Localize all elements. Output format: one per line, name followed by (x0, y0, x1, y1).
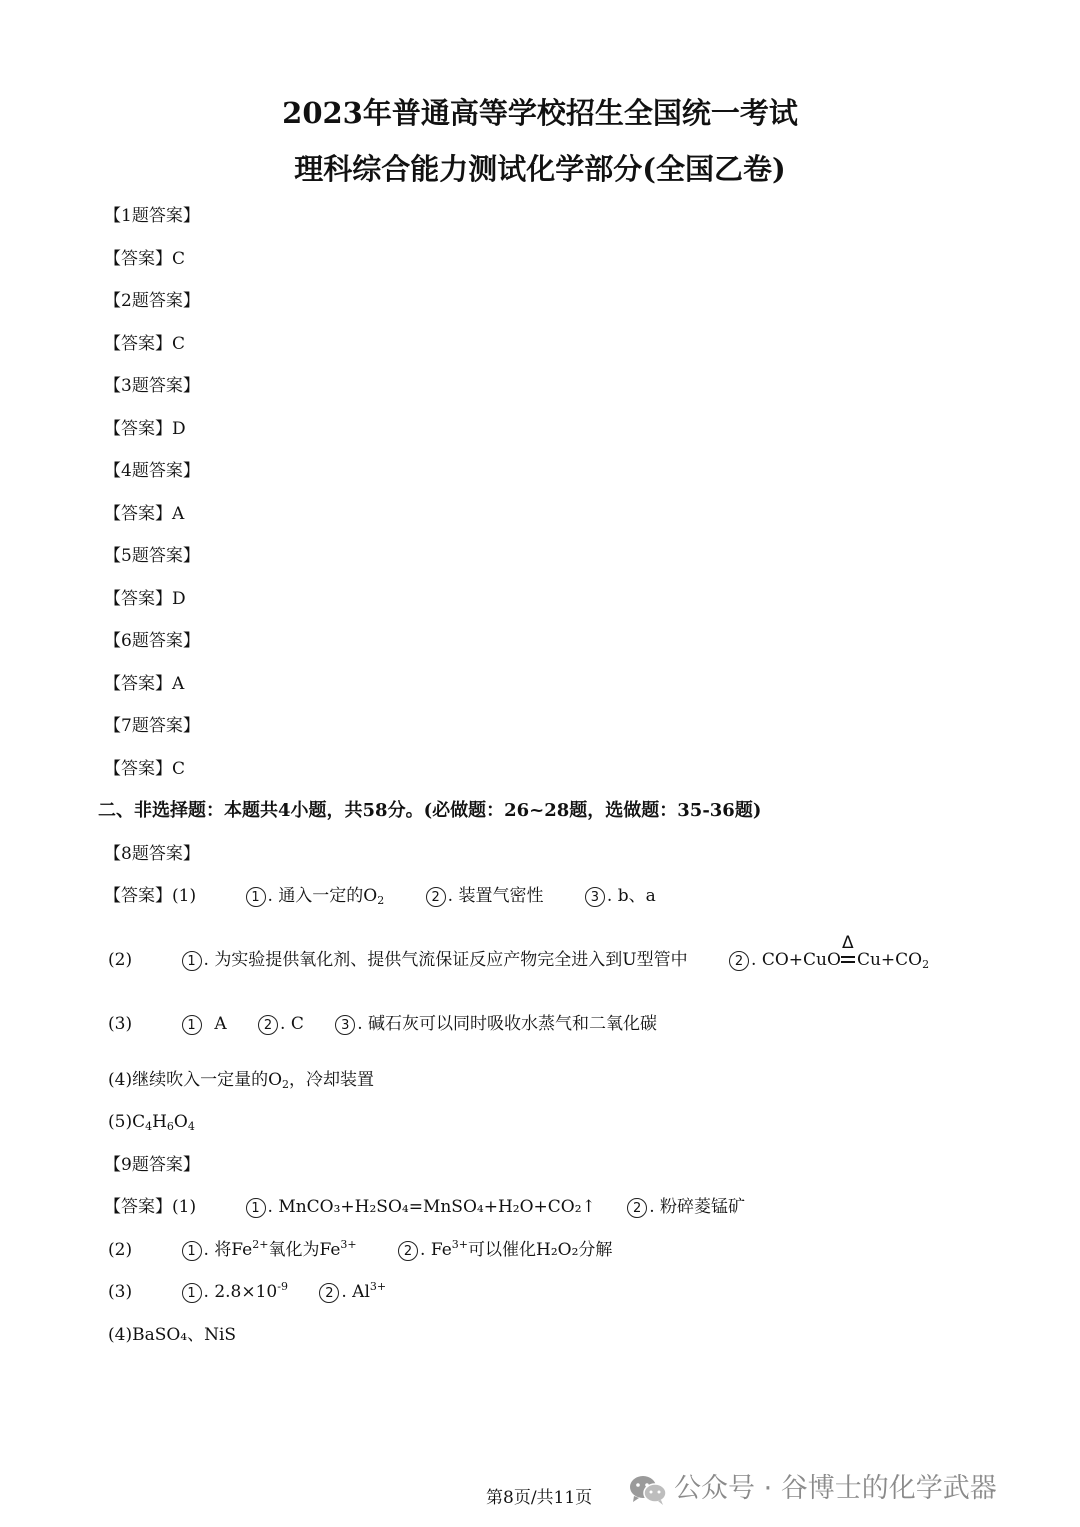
q9-1-b: . 粉碎菱锰矿 (649, 1197, 745, 1217)
q4-heading: 【4题答案】 (104, 461, 200, 481)
q9-answer-3 (108, 1281, 386, 1303)
q8-answer-4: (4)继续吹入一定量的$O_2$，冷却装置 (108, 1070, 375, 1091)
q6-answer: 【答案】A (104, 674, 185, 694)
q9-1-a: . MnCO₃+H₂SO₄=MnSO₄+H₂O+CO₂↑ (267, 1197, 596, 1217)
watermark (628, 1466, 997, 1506)
circle-3-icon: 3 (585, 887, 605, 907)
q8-2-prefix: (2) (108, 950, 133, 970)
circle-1-icon: 1 (246, 1198, 266, 1218)
q8-answer-3 (108, 1013, 657, 1035)
q8-2-b: . CO+CuO Δ $Cu+CO_2$ (751, 932, 930, 971)
circle-1-icon: 1 (182, 951, 202, 971)
watermark-text: 公众号 · 谷博士的化学武器 (674, 1473, 997, 1504)
wechat-icon (628, 1474, 668, 1506)
circle-1-icon: 1 (182, 1241, 202, 1261)
circle-2-icon: 2 (258, 1015, 278, 1035)
q9-2-prefix: (2) (108, 1240, 133, 1260)
q8-1-prefix: 【答案】(1) (104, 886, 197, 906)
q8-heading: 【8题答案】 (104, 844, 200, 864)
heat-equals-icon: Δ (841, 950, 857, 972)
page-subtitle: 理科综合能力测试化学部分(全国乙卷) (294, 152, 786, 186)
q2-heading: 【2题答案】 (104, 291, 200, 311)
q8-1-b: . 装置气密性 (447, 886, 544, 906)
circle-2-icon: 2 (729, 951, 749, 971)
q8-answer-5: $(5)C_4H_6O_4$ (108, 1112, 195, 1133)
q1-answer: 【答案】C (104, 249, 186, 269)
q3-heading: 【3题答案】 (104, 376, 200, 396)
page-title: 2023年普通高等学校招生全国统一考试 (282, 96, 798, 130)
section-2-heading: 二、非选择题：本题共4小题，共58分。(必做题：26~28题，选做题：35-36题) (98, 800, 762, 821)
circle-2-icon: 2 (319, 1283, 339, 1303)
q9-3-b: . $Al^{3+}$ (341, 1280, 387, 1302)
q4-answer: 【答案】A (104, 504, 185, 524)
q6-heading: 【6题答案】 (104, 631, 200, 651)
q8-1-a: . 通入一定的$O_2$ (267, 886, 385, 907)
circle-2-icon: 2 (398, 1241, 418, 1261)
q5-heading: 【5题答案】 (104, 546, 200, 566)
q9-heading: 【9题答案】 (104, 1155, 200, 1175)
q8-3-a: A (214, 1014, 227, 1034)
q8-1-c: . b、a (606, 886, 656, 906)
q8-answer-2 (108, 932, 930, 972)
q8-2-a: . 为实验提供氧化剂、提供气流保证反应产物完全进入到U型管中 (203, 950, 688, 970)
circle-3-icon: 3 (335, 1015, 355, 1035)
q1-heading: 【1题答案】 (104, 206, 200, 226)
q9-answer-4: (4)BaSO₄、NiS (108, 1325, 237, 1345)
q9-2-a: . 将$Fe^{2+}$氧化为$Fe^{3+}$ (203, 1238, 357, 1260)
q2-answer: 【答案】C (104, 334, 186, 354)
circle-1-icon: 1 (246, 887, 266, 907)
circle-1-icon: 1 (182, 1015, 202, 1035)
q8-3-b: . C (280, 1014, 304, 1034)
q8-3-prefix: (3) (108, 1014, 133, 1034)
q7-heading: 【7题答案】 (104, 716, 200, 736)
q9-answer-2 (108, 1239, 612, 1261)
q9-3-prefix: (3) (108, 1282, 133, 1302)
circle-2-icon: 2 (426, 887, 446, 907)
q9-3-a: . $2.8\times 10^{-9}$ (203, 1280, 288, 1302)
q9-answer-1 (104, 1196, 745, 1218)
q3-answer: 【答案】D (104, 419, 186, 439)
circle-2-icon: 2 (627, 1198, 647, 1218)
circle-1-icon: 1 (182, 1283, 202, 1303)
q8-3-c: . 碱石灰可以同时吸收水蒸气和二氧化碳 (357, 1014, 658, 1034)
q9-1-prefix: 【答案】(1) (104, 1197, 197, 1217)
q8-answer-1 (104, 885, 656, 907)
q7-answer: 【答案】C (104, 759, 186, 779)
page-number: 第8页/共11页 (486, 1488, 593, 1508)
q5-answer: 【答案】D (104, 589, 186, 609)
q9-2-b: . $Fe^{3+}$可以催化H₂O₂分解 (420, 1238, 613, 1260)
